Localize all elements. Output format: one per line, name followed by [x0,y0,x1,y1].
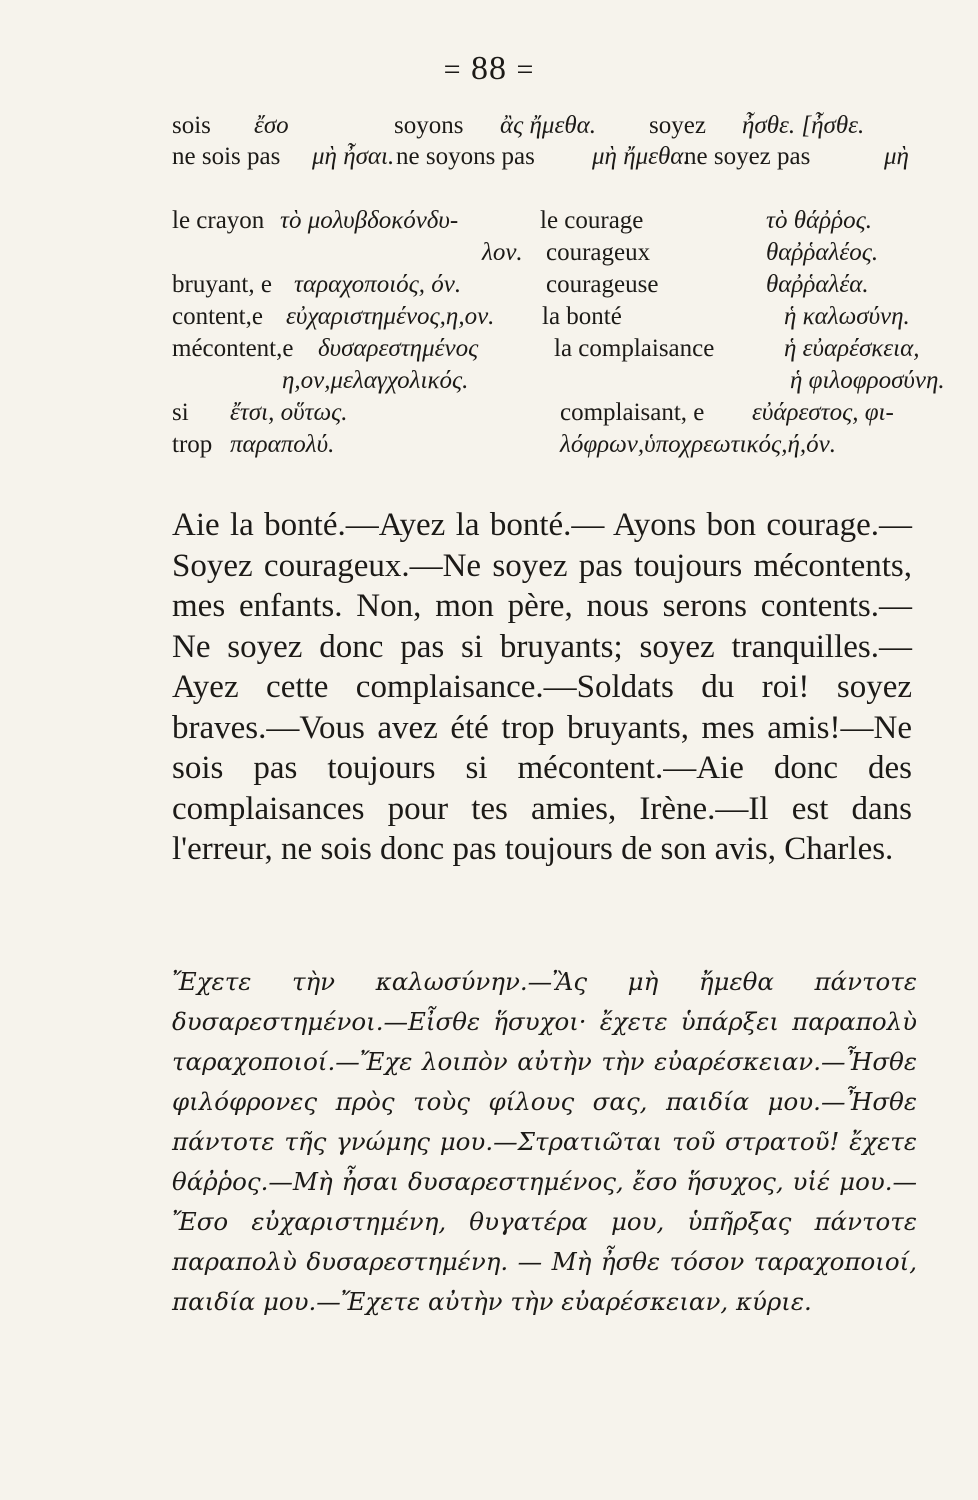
vocab-gr: λόφρων,ὑποχρεωτικός,ή,όν. [560,431,836,458]
vocab-fr: trop [172,431,213,458]
vocab-fr: courageux [546,239,651,266]
vocab-entry [172,205,552,237]
vocab-gr: ἡ φιλοφροσύνη. [790,367,945,394]
vocab-fr: complaisant, e [560,399,705,426]
conj-fr: ne soyons pas [396,143,535,170]
vocab-entry [540,333,940,365]
conj-gr: μὴ ἦσαι. [312,143,395,170]
vocab-gr: παραπολύ. [230,431,335,458]
page-number-decoration-right: = [516,53,535,86]
vocab-gr: ἡ καλωσύνη. [784,303,910,330]
vocab-entry [172,237,552,269]
vocab-entry [172,365,552,397]
vocab-gr: εὐχαριστημένος,η,ον. [286,303,495,330]
page-number-decoration-left: = [443,53,462,86]
vocab-fr: bruyant, e [172,271,272,298]
vocab-gr: λον. [482,239,523,266]
vocab-entry [540,429,940,461]
conj-gr: ἦσθε. [ἦσθε. [742,112,865,139]
vocab-entry [172,269,552,301]
conj-gr: ἔσο [254,112,289,139]
greek-translation-paragraph: Ἔχετε τὴν καλωσύνην.—Ἂς μὴ ἤμεθα πάντοτε δυσαρεστημένοι.—Εἶσθε ἥσυχοι· ἔχετε ὑπάρξει παραπολὺ ταραχοποιοί.—Ἔχε λοιπὸν αὐτὴν τὴν εὐαρέσκειαν.—Ἦσθε φιλόφρονες πρὸς τοὺς φίλους σας, παιδία μου.—Ἦσθε πάντοτε τῆς γνώμης μου.—Στρατιῶται τοῦ στρατοῦ! ἔχετε θάῤῥος.—Μὴ ἦσαι δυσαρεστημένος, ἔσο ἥσυχος, υἱέ μου.—Ἔσο εὐχαριστημένη, θυγατέρα μου, ὑπῆρξας πάντοτε παραπολὺ δυσαρεστημένη. — Μὴ ἦσθε τόσον ταραχοποιοί, παιδία μου.—Ἔχετε αὐτὴν τὴν εὐαρέσκειαν, κύριε. [172,967,917,1316]
conj-gr: μὴ [884,143,909,170]
vocab-entry [540,205,940,237]
vocab-gr: εὐάρεστος, φι- [752,399,894,426]
vocab-fr: la complaisance [554,335,715,362]
vocab-entry [540,269,940,301]
vocab-entry [172,333,552,365]
conj-fr: sois [172,112,211,139]
vocab-gr: θαῤῥαλέα. [766,271,869,298]
vocab-entry [540,237,940,269]
conj-fr: ne soyez pas [684,143,811,170]
vocab-gr: η,ον,μελαγχολικός. [282,367,469,394]
vocab-fr: le crayon [172,207,265,234]
french-exercise-paragraph: Aie la bonté.—Ayez la bonté.— Ayons bon courage.—Soyez courageux.—Ne soyez pas toujours mécontents, mes enfants. Non, mon père, nous serons contents.— Ne soyez donc pas si bruyants; soyez tranquilles.—Ayez cette complaisance.—Soldats du roi! soyez braves.—Vous avez été trop bruyants, mes amis!—Ne sois pas toujours si mécontent.—Aie donc des complaisances pour tes amies, Irène.—Il est dans l'erreur, ne sois donc pas toujours de son avis, Charles. [172,507,912,867]
vocab-fr: la bonté [542,303,622,330]
vocab-entry [172,429,552,461]
vocab-entry [540,397,940,429]
vocab-gr: ἔτσι, οὕτως. [230,399,348,426]
vocab-gr: δυσαρεστημένος [318,335,479,362]
vocab-fr: le courage [540,207,644,234]
vocab-entry [172,301,552,333]
vocabulary-right [540,205,945,461]
vocab-gr: ταραχοποιός, όν. [294,271,462,298]
vocab-fr: si [172,399,189,426]
vocab-gr: θαῤῥαλέος. [766,239,879,266]
conj-fr: soyez [649,112,706,139]
vocab-entry [540,301,940,333]
page-number-header [0,50,978,88]
vocab-fr: courageuse [546,271,659,298]
vocab-gr: τὸ θάῤῥος. [766,207,872,234]
vocab-fr: content,e [172,303,263,330]
vocab-gr: ἡ εὐαρέσκεια, [784,335,920,362]
vocabulary-left [172,205,552,461]
vocab-entry [540,365,945,397]
conj-gr: μὴ ἤμεθα. [592,143,690,170]
vocab-entry [172,397,552,429]
conj-fr: soyons [394,112,464,139]
vocab-fr: mécontent,e [172,335,294,362]
conjugation-row [172,143,932,179]
conj-gr: ἂς ἤμεθα. [500,112,596,139]
conj-fr: ne sois pas [172,143,281,170]
page-number: 88 [471,50,507,87]
vocab-gr: τὸ μολυβδοκόνδυ- [280,207,459,234]
